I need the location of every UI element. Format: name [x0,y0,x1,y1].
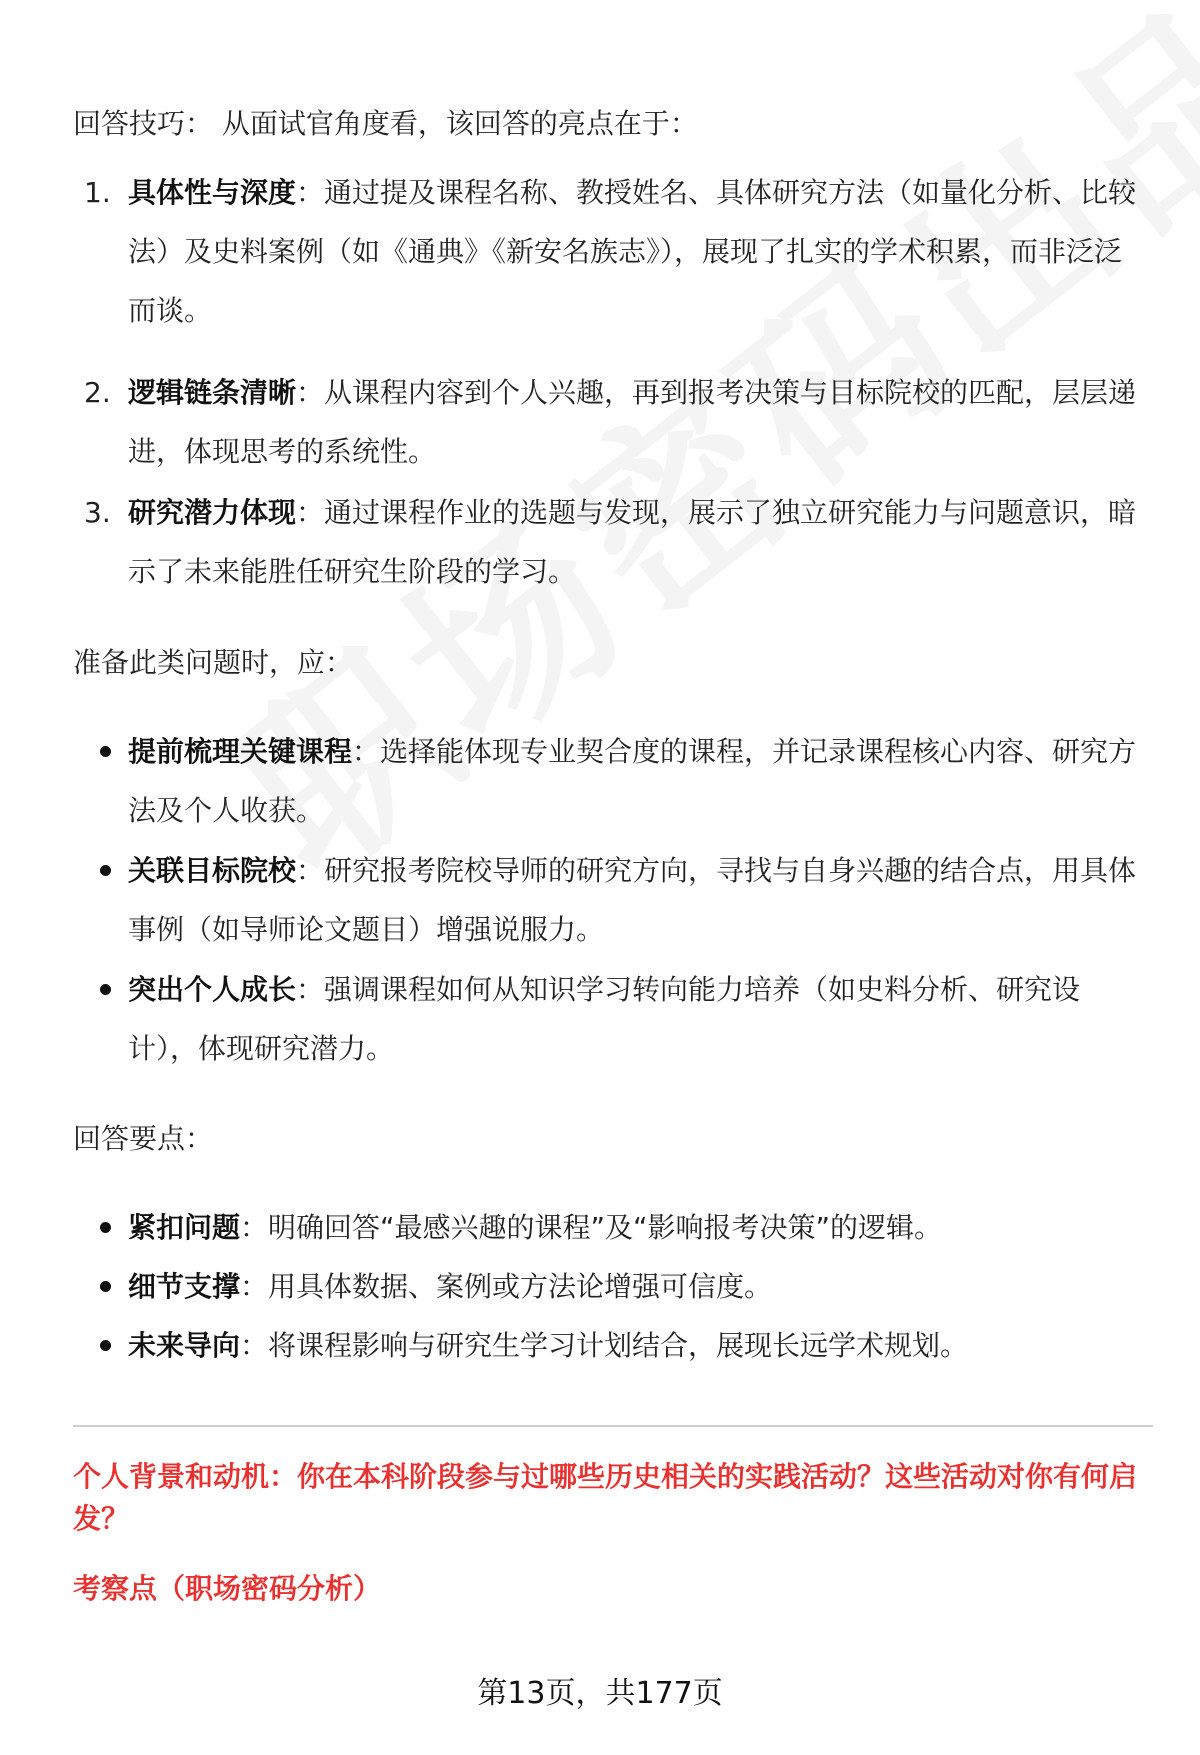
item-term: 紧扣问题 [128,1211,241,1244]
list-marker: 3. [84,496,111,529]
bullet-icon [100,865,111,876]
bullet-icon [100,1340,111,1351]
points-heading: 回答要点： [73,1122,214,1155]
item-term: 未来导向 [128,1329,241,1362]
list-marker: 2. [84,376,111,409]
bullet-icon [100,1281,111,1292]
item-text: ：将课程影响与研究生学习计划结合，展现长远学术规划。 [240,1329,969,1362]
item-text: ：选择能体现专业契合度的课程，并记录课程核心内容、研究方法及个人收获。 [128,735,1137,827]
item-term: 具体性与深度 [128,176,297,209]
analysis-subheading: 考察点（职场密码分析） [73,1572,382,1605]
item-text: ：明确回答“最感兴趣的课程”及“影响报考决策”的逻辑。 [240,1211,943,1244]
prepare-heading: 准备此类问题时，应： [73,646,354,679]
item-text: ：用具体数据、案例或方法论增强可信度。 [240,1270,773,1303]
item-text: ：研究报考院校导师的研究方向，寻找与自身兴趣的结合点，用具体事例（如导师论文题目）增强说服力。 [128,854,1137,946]
item-term: 研究潜力体现 [128,496,297,529]
bullet-icon [100,1222,111,1233]
item-text: ：强调课程如何从知识学习转向能力培养（如史料分析、研究设计），体现研究潜力。 [128,973,1081,1065]
next-question: 个人背景和动机：你在本科阶段参与过哪些历史相关的实践活动？这些活动对你有何启发？ [73,1460,1138,1535]
list-item [128,1316,1148,1375]
item-term: 关联目标院校 [128,854,297,887]
tips-heading: 回答技巧： 从面试官角度看，该回答的亮点在于： [73,107,698,140]
list-item [128,363,1148,481]
page-number: 第13页，共177页 [477,1676,723,1711]
list-item [128,1198,1148,1257]
list-item [128,483,1148,601]
item-term: 突出个人成长 [128,973,297,1006]
list-marker: 1. [84,176,111,209]
item-text: ：从课程内容到个人兴趣，再到报考决策与目标院校的匹配，层层递进，体现思考的系统性。 [128,376,1137,468]
item-term: 逻辑链条清晰 [128,376,297,409]
list-item [128,722,1148,840]
list-item [128,163,1148,340]
list-item [128,1257,1148,1316]
item-text: ：通过提及课程名称、教授姓名、具体研究方法（如量化分析、比较法）及史料案例（如《通典》《新安名族志》），展现了扎实的学术积累，而非泛泛而谈。 [128,176,1137,327]
bullet-icon [100,746,111,757]
item-term: 提前梳理关键课程 [128,735,353,768]
bullet-icon [100,984,111,995]
item-text: ：通过课程作业的选题与发现，展示了独立研究能力与问题意识，暗示了未来能胜任研究生阶段的学习。 [128,496,1137,588]
list-item [128,841,1148,959]
list-item [128,960,1148,1078]
section-divider [73,1425,1153,1427]
item-term: 细节支撑 [128,1270,241,1303]
